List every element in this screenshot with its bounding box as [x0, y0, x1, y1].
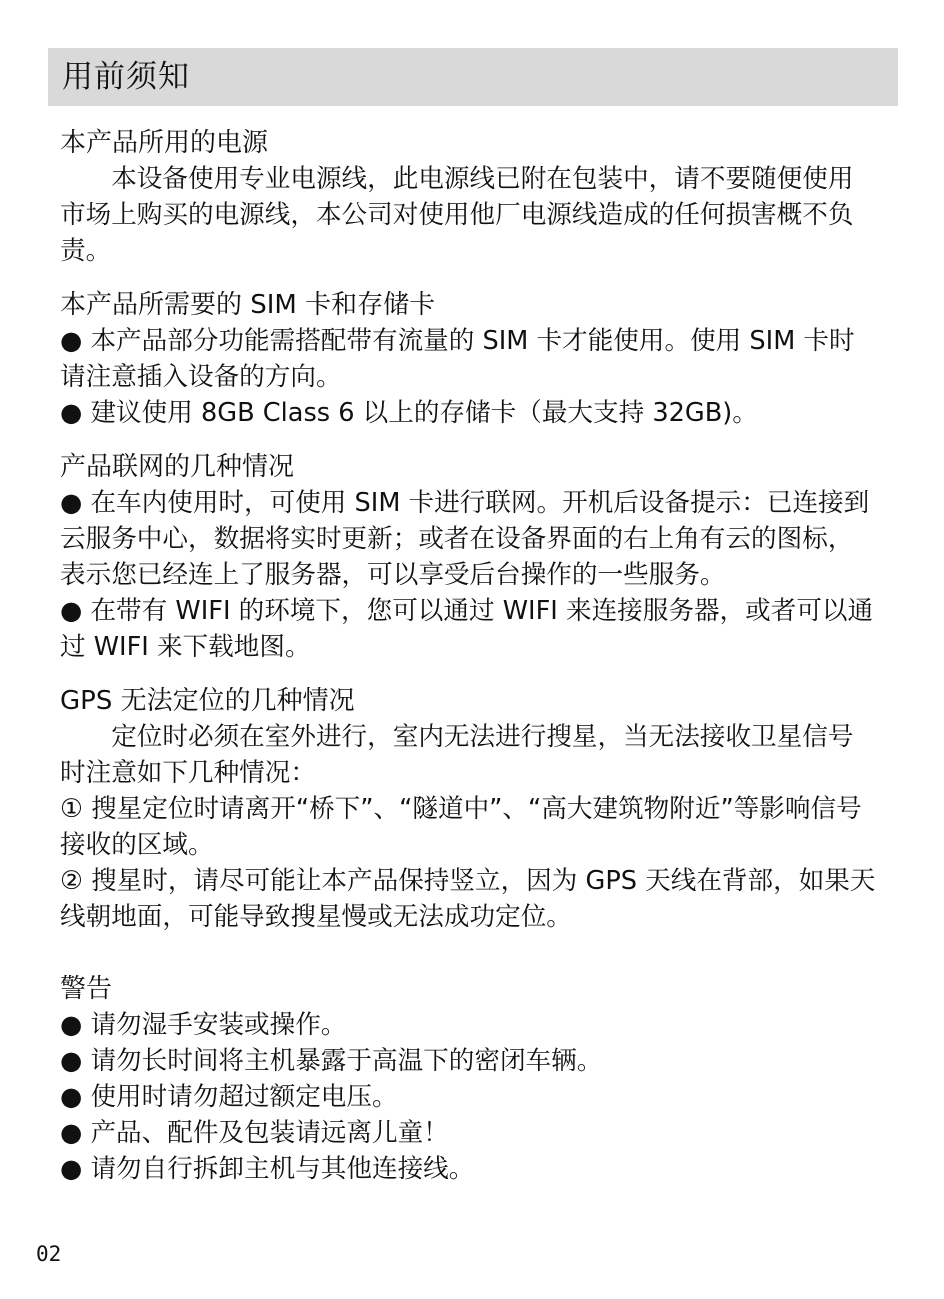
cards-item-1: ● 本产品部分功能需搭配带有流量的 SIM 卡才能使用。使用 SIM 卡时请注意插入设备的方向。 [60, 326, 855, 392]
section-power [60, 125, 878, 269]
power-paragraph: 本设备使用专业电源线，此电源线已附在包装中，请不要随便使用市场上购买的电源线，本公司对使用他厂电源线造成的任何损害概不负责。 [60, 164, 854, 266]
warning-item-4: ● 产品、配件及包装请远离儿童！ [60, 1118, 449, 1148]
gps-intro: 定位时必须在室外进行，室内无法进行搜星，当无法接收卫星信号时注意如下几种情况： [60, 722, 854, 788]
section-title-gps: GPS 无法定位的几种情况 [60, 686, 355, 716]
page-number: 02 [36, 1242, 62, 1266]
section-title-warning: 警告 [60, 974, 113, 1004]
warning-item-2: ● 请勿长时间将主机暴露于高温下的密闭车辆。 [60, 1046, 603, 1076]
page-title: 用前须知 [62, 59, 190, 95]
network-item-1: ● 在车内使用时，可使用 SIM 卡进行联网。开机后设备提示：已连接到云服务中心，数据将实时更新；或者在设备界面的右上角有云的图标，表示您已经连上了服务器，可以享受后台操作的一些服务。 [60, 488, 870, 590]
section-cards [60, 287, 878, 431]
section-title-power: 本产品所用的电源 [60, 128, 269, 158]
warning-item-3: ● 使用时请勿超过额定电压。 [60, 1082, 398, 1112]
section-network [60, 449, 878, 665]
section-title-network: 产品联网的几种情况 [60, 452, 295, 482]
warning-item-1: ● 请勿湿手安装或操作。 [60, 1010, 347, 1040]
header-bar [48, 48, 898, 106]
warning-item-5: ● 请勿自行拆卸主机与其他连接线。 [60, 1154, 475, 1184]
section-gps [60, 683, 878, 935]
network-item-2: ● 在带有 WIFI 的环境下，您可以通过 WIFI 来连接服务器，或者可以通过 WIFI 来下载地图。 [60, 596, 874, 662]
gps-item-1: ① 搜星定位时请离开“桥下”、“隧道中”、“高大建筑物附近”等影响信号接收的区域。 [60, 794, 862, 860]
content [60, 125, 878, 1187]
gps-item-2: ② 搜星时，请尽可能让本产品保持竖立，因为 GPS 天线在背部，如果天线朝地面，可能导致搜星慢或无法成功定位。 [60, 866, 876, 932]
cards-item-2: ● 建议使用 8GB Class 6 以上的存储卡（最大支持 32GB)。 [60, 398, 758, 428]
section-warning [60, 971, 878, 1187]
section-title-cards: 本产品所需要的 SIM 卡和存储卡 [60, 290, 436, 320]
